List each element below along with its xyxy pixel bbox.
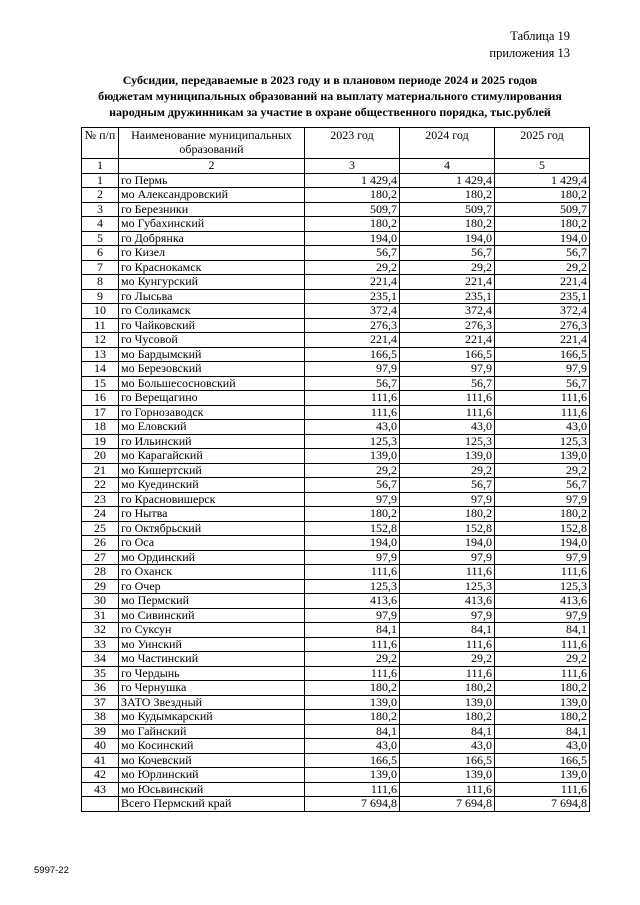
value-2023: 180,2 xyxy=(305,710,400,725)
row-number: 16 xyxy=(82,391,119,406)
value-2025: 221,4 xyxy=(495,333,590,348)
value-2025: 56,7 xyxy=(495,478,590,493)
table-body xyxy=(82,173,590,811)
row-number: 1 xyxy=(82,173,119,188)
value-2023: 180,2 xyxy=(305,681,400,696)
value-2024: 413,6 xyxy=(400,594,495,609)
row-number: 14 xyxy=(82,362,119,377)
value-2025: 111,6 xyxy=(495,405,590,420)
value-2025: 84,1 xyxy=(495,724,590,739)
value-2024: 125,3 xyxy=(400,434,495,449)
value-2024: 29,2 xyxy=(400,260,495,275)
value-2023: 111,6 xyxy=(305,565,400,580)
municipality-name: го Очер xyxy=(119,579,305,594)
value-2025: 139,0 xyxy=(495,449,590,464)
table-row xyxy=(82,362,590,377)
municipality-name: мо Губахинский xyxy=(119,217,305,232)
row-number: 26 xyxy=(82,536,119,551)
value-2023: 194,0 xyxy=(305,536,400,551)
value-2024: 97,9 xyxy=(400,550,495,565)
title-line-2: бюджетам муниципальных образований на выплату материального стимулирования xyxy=(98,89,562,103)
table-row xyxy=(82,579,590,594)
table-row xyxy=(82,652,590,667)
column-index: 1 xyxy=(82,159,119,174)
table-row xyxy=(82,753,590,768)
table-row xyxy=(82,550,590,565)
municipality-name: го Добрянка xyxy=(119,231,305,246)
row-number: 42 xyxy=(82,768,119,783)
value-2024: 29,2 xyxy=(400,652,495,667)
table-row xyxy=(82,637,590,652)
value-2023: 29,2 xyxy=(305,463,400,478)
municipality-name: мо Березовский xyxy=(119,362,305,377)
header-name: Наименование муниципальных образований xyxy=(119,128,305,159)
value-2024: 152,8 xyxy=(400,521,495,536)
subsidy-table xyxy=(81,127,590,812)
table-row xyxy=(82,565,590,580)
municipality-name: го Березники xyxy=(119,202,305,217)
row-number: 21 xyxy=(82,463,119,478)
value-2024: 43,0 xyxy=(400,420,495,435)
value-2025: 1 429,4 xyxy=(495,173,590,188)
row-number: 24 xyxy=(82,507,119,522)
table-row xyxy=(82,608,590,623)
municipality-name: мо Кунгурский xyxy=(119,275,305,290)
municipality-name: го Кизел xyxy=(119,246,305,261)
municipality-name: мо Александровский xyxy=(119,188,305,203)
table-row xyxy=(82,623,590,638)
row-number: 33 xyxy=(82,637,119,652)
value-2025: 111,6 xyxy=(495,565,590,580)
value-2023: 180,2 xyxy=(305,188,400,203)
value-2023: 43,0 xyxy=(305,420,400,435)
document-code: 5997-22 xyxy=(34,865,69,876)
municipality-name: го Чайковский xyxy=(119,318,305,333)
value-2024: 111,6 xyxy=(400,391,495,406)
row-number: 15 xyxy=(82,376,119,391)
municipality-name: мо Большесосновский xyxy=(119,376,305,391)
value-2024: 84,1 xyxy=(400,724,495,739)
value-2025: 509,7 xyxy=(495,202,590,217)
table-row xyxy=(82,463,590,478)
value-2023: 221,4 xyxy=(305,275,400,290)
value-2025: 111,6 xyxy=(495,637,590,652)
value-2025: 139,0 xyxy=(495,695,590,710)
municipality-name: мо Юрлинский xyxy=(119,768,305,783)
table-header-row xyxy=(82,128,590,159)
table-row xyxy=(82,188,590,203)
table-row xyxy=(82,275,590,290)
value-2024: 56,7 xyxy=(400,246,495,261)
municipality-name: мо Косинский xyxy=(119,739,305,754)
table-row xyxy=(82,449,590,464)
value-2025: 194,0 xyxy=(495,231,590,246)
value-2024: 97,9 xyxy=(400,362,495,377)
municipality-name: го Лысьва xyxy=(119,289,305,304)
value-2024: 139,0 xyxy=(400,768,495,783)
value-2025: 235,1 xyxy=(495,289,590,304)
total-number xyxy=(82,797,119,812)
table-row xyxy=(82,521,590,536)
value-2024: 97,9 xyxy=(400,492,495,507)
municipality-name: го Октябрьский xyxy=(119,521,305,536)
column-index: 2 xyxy=(119,159,305,174)
municipality-name: мо Частинский xyxy=(119,652,305,667)
value-2023: 372,4 xyxy=(305,304,400,319)
value-2023: 180,2 xyxy=(305,217,400,232)
table-row xyxy=(82,710,590,725)
table-row xyxy=(82,217,590,232)
municipality-name: мо Уинский xyxy=(119,637,305,652)
row-number: 34 xyxy=(82,652,119,667)
table-row xyxy=(82,333,590,348)
value-2023: 111,6 xyxy=(305,782,400,797)
value-2025: 180,2 xyxy=(495,507,590,522)
value-2023: 111,6 xyxy=(305,666,400,681)
value-2023: 56,7 xyxy=(305,246,400,261)
value-2024: 56,7 xyxy=(400,478,495,493)
value-2025: 166,5 xyxy=(495,753,590,768)
row-number: 38 xyxy=(82,710,119,725)
row-number: 19 xyxy=(82,434,119,449)
value-2024: 139,0 xyxy=(400,695,495,710)
document-title xyxy=(60,72,600,120)
value-2024: 97,9 xyxy=(400,608,495,623)
municipality-name: мо Ординский xyxy=(119,550,305,565)
value-2024: 194,0 xyxy=(400,231,495,246)
value-2024: 125,3 xyxy=(400,579,495,594)
municipality-name: го Соликамск xyxy=(119,304,305,319)
table-row xyxy=(82,202,590,217)
value-2024: 1 429,4 xyxy=(400,173,495,188)
row-number: 9 xyxy=(82,289,119,304)
row-number: 41 xyxy=(82,753,119,768)
value-2025: 43,0 xyxy=(495,739,590,754)
value-2025: 111,6 xyxy=(495,782,590,797)
table-row xyxy=(82,260,590,275)
value-2024: 180,2 xyxy=(400,188,495,203)
value-2025: 221,4 xyxy=(495,275,590,290)
table-row xyxy=(82,695,590,710)
value-2025: 413,6 xyxy=(495,594,590,609)
value-2025: 56,7 xyxy=(495,246,590,261)
table-row xyxy=(82,507,590,522)
value-2025: 180,2 xyxy=(495,710,590,725)
municipality-name: мо Гайнский xyxy=(119,724,305,739)
table-row xyxy=(82,724,590,739)
row-number: 25 xyxy=(82,521,119,536)
value-2025: 97,9 xyxy=(495,362,590,377)
municipality-name: го Чердынь xyxy=(119,666,305,681)
value-2025: 43,0 xyxy=(495,420,590,435)
value-2023: 221,4 xyxy=(305,333,400,348)
municipality-name: го Суксун xyxy=(119,623,305,638)
value-2024: 235,1 xyxy=(400,289,495,304)
row-number: 17 xyxy=(82,405,119,420)
row-number: 10 xyxy=(82,304,119,319)
table-row xyxy=(82,376,590,391)
table-row xyxy=(82,434,590,449)
row-number: 3 xyxy=(82,202,119,217)
value-2023: 43,0 xyxy=(305,739,400,754)
value-2024: 276,3 xyxy=(400,318,495,333)
table-row xyxy=(82,347,590,362)
municipality-name: го Чернушка xyxy=(119,681,305,696)
value-2025: 56,7 xyxy=(495,376,590,391)
value-2025: 372,4 xyxy=(495,304,590,319)
row-number: 43 xyxy=(82,782,119,797)
value-2023: 29,2 xyxy=(305,652,400,667)
table-label: Таблица 19 xyxy=(510,29,570,43)
title-line-3: народным дружинникам за участие в охране общественного порядка, тыс.рублей xyxy=(109,105,551,119)
value-2023: 111,6 xyxy=(305,391,400,406)
value-2024: 139,0 xyxy=(400,449,495,464)
value-2023: 125,3 xyxy=(305,579,400,594)
total-2024: 7 694,8 xyxy=(400,797,495,812)
municipality-name: мо Сивинский xyxy=(119,608,305,623)
row-number: 28 xyxy=(82,565,119,580)
value-2024: 180,2 xyxy=(400,681,495,696)
row-number: 4 xyxy=(82,217,119,232)
municipality-name: мо Пермский xyxy=(119,594,305,609)
value-2025: 125,3 xyxy=(495,579,590,594)
value-2023: 166,5 xyxy=(305,347,400,362)
total-2023: 7 694,8 xyxy=(305,797,400,812)
value-2024: 56,7 xyxy=(400,376,495,391)
value-2025: 166,5 xyxy=(495,347,590,362)
row-number: 7 xyxy=(82,260,119,275)
appendix-label: приложения 13 xyxy=(489,46,570,60)
value-2025: 97,9 xyxy=(495,608,590,623)
value-2024: 111,6 xyxy=(400,666,495,681)
value-2025: 152,8 xyxy=(495,521,590,536)
municipality-name: мо Куединский xyxy=(119,478,305,493)
value-2023: 276,3 xyxy=(305,318,400,333)
value-2024: 111,6 xyxy=(400,782,495,797)
table-row xyxy=(82,594,590,609)
table-row xyxy=(82,478,590,493)
table-row xyxy=(82,782,590,797)
row-number: 23 xyxy=(82,492,119,507)
municipality-name: ЗАТО Звездный xyxy=(119,695,305,710)
table-row xyxy=(82,536,590,551)
value-2023: 56,7 xyxy=(305,478,400,493)
value-2023: 413,6 xyxy=(305,594,400,609)
value-2023: 166,5 xyxy=(305,753,400,768)
value-2024: 166,5 xyxy=(400,347,495,362)
value-2024: 84,1 xyxy=(400,623,495,638)
municipality-name: мо Юсьвинский xyxy=(119,782,305,797)
table-row xyxy=(82,666,590,681)
value-2024: 111,6 xyxy=(400,405,495,420)
value-2024: 111,6 xyxy=(400,637,495,652)
value-2023: 84,1 xyxy=(305,623,400,638)
row-number: 13 xyxy=(82,347,119,362)
municipality-name: го Пермь xyxy=(119,173,305,188)
municipality-name: мо Еловский xyxy=(119,420,305,435)
value-2023: 139,0 xyxy=(305,768,400,783)
value-2023: 29,2 xyxy=(305,260,400,275)
value-2024: 180,2 xyxy=(400,217,495,232)
row-number: 29 xyxy=(82,579,119,594)
value-2023: 84,1 xyxy=(305,724,400,739)
table-row xyxy=(82,304,590,319)
value-2023: 56,7 xyxy=(305,376,400,391)
value-2023: 125,3 xyxy=(305,434,400,449)
value-2023: 139,0 xyxy=(305,449,400,464)
value-2025: 29,2 xyxy=(495,463,590,478)
table-row xyxy=(82,391,590,406)
row-number: 22 xyxy=(82,478,119,493)
value-2023: 97,9 xyxy=(305,492,400,507)
value-2024: 43,0 xyxy=(400,739,495,754)
value-2024: 111,6 xyxy=(400,565,495,580)
value-2025: 111,6 xyxy=(495,666,590,681)
value-2023: 97,9 xyxy=(305,362,400,377)
value-2024: 29,2 xyxy=(400,463,495,478)
row-number: 6 xyxy=(82,246,119,261)
value-2025: 84,1 xyxy=(495,623,590,638)
value-2025: 180,2 xyxy=(495,217,590,232)
value-2023: 194,0 xyxy=(305,231,400,246)
row-number: 37 xyxy=(82,695,119,710)
value-2024: 221,4 xyxy=(400,333,495,348)
value-2023: 235,1 xyxy=(305,289,400,304)
value-2023: 509,7 xyxy=(305,202,400,217)
row-number: 5 xyxy=(82,231,119,246)
table-reference xyxy=(489,28,570,62)
value-2025: 180,2 xyxy=(495,188,590,203)
header-2025: 2025 год xyxy=(495,128,590,159)
column-index: 5 xyxy=(495,159,590,174)
value-2023: 139,0 xyxy=(305,695,400,710)
column-index: 4 xyxy=(400,159,495,174)
table-row xyxy=(82,318,590,333)
header-num: № п/п xyxy=(82,128,119,159)
table-row xyxy=(82,492,590,507)
municipality-name: мо Кишертский xyxy=(119,463,305,478)
municipality-name: го Верещагино xyxy=(119,391,305,406)
value-2025: 29,2 xyxy=(495,652,590,667)
value-2024: 509,7 xyxy=(400,202,495,217)
municipality-name: мо Кочевский xyxy=(119,753,305,768)
municipality-name: го Нытва xyxy=(119,507,305,522)
value-2023: 180,2 xyxy=(305,507,400,522)
municipality-name: го Оса xyxy=(119,536,305,551)
value-2023: 152,8 xyxy=(305,521,400,536)
row-number: 30 xyxy=(82,594,119,609)
value-2024: 372,4 xyxy=(400,304,495,319)
value-2025: 276,3 xyxy=(495,318,590,333)
value-2025: 97,9 xyxy=(495,550,590,565)
table-row xyxy=(82,739,590,754)
header-2023: 2023 год xyxy=(305,128,400,159)
value-2024: 194,0 xyxy=(400,536,495,551)
value-2023: 97,9 xyxy=(305,608,400,623)
value-2024: 166,5 xyxy=(400,753,495,768)
municipality-name: го Горнозаводск xyxy=(119,405,305,420)
row-number: 31 xyxy=(82,608,119,623)
total-2025: 7 694,8 xyxy=(495,797,590,812)
value-2024: 180,2 xyxy=(400,507,495,522)
municipality-name: го Ильинский xyxy=(119,434,305,449)
column-index-row xyxy=(82,159,590,174)
value-2025: 125,3 xyxy=(495,434,590,449)
column-index: 3 xyxy=(305,159,400,174)
value-2023: 1 429,4 xyxy=(305,173,400,188)
municipality-name: мо Бардымский xyxy=(119,347,305,362)
value-2025: 194,0 xyxy=(495,536,590,551)
table-row xyxy=(82,231,590,246)
row-number: 11 xyxy=(82,318,119,333)
title-line-1: Субсидии, передаваемые в 2023 году и в плановом периоде 2024 и 2025 годов xyxy=(122,73,538,87)
table-row xyxy=(82,420,590,435)
row-number: 12 xyxy=(82,333,119,348)
header-2024: 2024 год xyxy=(400,128,495,159)
row-number: 40 xyxy=(82,739,119,754)
municipality-name: мо Кудымкарский xyxy=(119,710,305,725)
municipality-name: мо Карагайский xyxy=(119,449,305,464)
value-2025: 139,0 xyxy=(495,768,590,783)
value-2024: 221,4 xyxy=(400,275,495,290)
row-number: 8 xyxy=(82,275,119,290)
table-row xyxy=(82,173,590,188)
value-2025: 29,2 xyxy=(495,260,590,275)
row-number: 27 xyxy=(82,550,119,565)
table-row xyxy=(82,246,590,261)
total-label: Всего Пермский край xyxy=(119,797,305,812)
value-2024: 180,2 xyxy=(400,710,495,725)
table-row xyxy=(82,768,590,783)
total-row xyxy=(82,797,590,812)
value-2025: 97,9 xyxy=(495,492,590,507)
value-2023: 111,6 xyxy=(305,637,400,652)
value-2023: 97,9 xyxy=(305,550,400,565)
value-2025: 180,2 xyxy=(495,681,590,696)
row-number: 35 xyxy=(82,666,119,681)
value-2025: 111,6 xyxy=(495,391,590,406)
municipality-name: го Краснокамск xyxy=(119,260,305,275)
municipality-name: го Красновишерск xyxy=(119,492,305,507)
municipality-name: го Оханск xyxy=(119,565,305,580)
table-row xyxy=(82,405,590,420)
row-number: 2 xyxy=(82,188,119,203)
row-number: 39 xyxy=(82,724,119,739)
row-number: 20 xyxy=(82,449,119,464)
table-row xyxy=(82,681,590,696)
value-2023: 111,6 xyxy=(305,405,400,420)
table-row xyxy=(82,289,590,304)
row-number: 18 xyxy=(82,420,119,435)
municipality-name: го Чусовой xyxy=(119,333,305,348)
row-number: 36 xyxy=(82,681,119,696)
row-number: 32 xyxy=(82,623,119,638)
